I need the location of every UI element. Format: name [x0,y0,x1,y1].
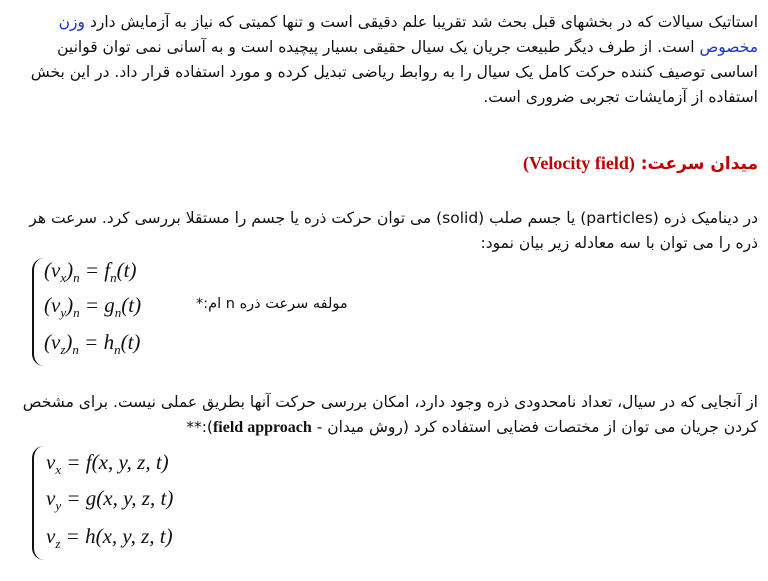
equation-vz-field: $v_z = h(x$, y, z, t) [46,524,173,551]
intro-paragraph [10,10,758,110]
intro-text-2: است. از طرف دیگر طبیعت جریان یک سیال حقیقی بسیار پیچیده است و به آسانی نمی توان قوانین اساسی توصیف کننده حرکت کامل یک سیال را به روابط ریاضی تبدیل کرده و مورد استفاده قرار داد. در این بخش استفاده از آزمایشات تجربی ضروری است. [30,38,758,106]
equation-vy-field: $v_y = g(x$, y, z, t) [46,486,174,513]
field-approach-term: field approach [212,419,312,436]
section2-text-2: ):** [186,418,213,436]
left-brace-2 [32,446,44,560]
equation-vy-n: $(v_y)_n = g_n(t)$ [44,293,142,320]
equation-vz-n: $(v_z)_n = h_n(t)$ [44,330,141,357]
equation-vx-n: $(v_x)_n = f_n(t)$ [44,258,137,285]
heading-farsi: میدان سرعت: [640,154,758,174]
section2-paragraph [10,390,758,440]
intro-text-1: استاتیک سیالات که در بخشهای قبل بحث شد تقریبا علم دقیقی است و تنها کمیتی که نیاز به آزمایش دارد [85,13,758,31]
velocity-component-note: مولفه سرعت ذره n ام:* [196,296,348,312]
specific-weight-link[interactable]: وزن مخصوص [58,13,758,56]
section2-text-1: از آنجایی که در سیال، تعداد نامحدودی ذره وجود دارد، امکان بررسی حرکت آنها بطریق عملی نیست. برای مشخص کردن جریان می توان از مختصات فضایی استفاده کرد (روش میدان - [22,393,758,436]
left-brace [32,258,44,366]
section-heading [523,153,758,174]
heading-latin: (Velocity field) [523,153,635,173]
section1-paragraph: در دینامیک ذره (particles) یا جسم صلب (solid) می توان حرکت ذره یا جسم را مستقلا بررسی کرد. سرعت هر ذره را می توان با سه معادله زیر بیان نمود: [29,209,758,252]
equation-vx-field: $v_x = f(x$, y, z, t) [46,450,169,477]
